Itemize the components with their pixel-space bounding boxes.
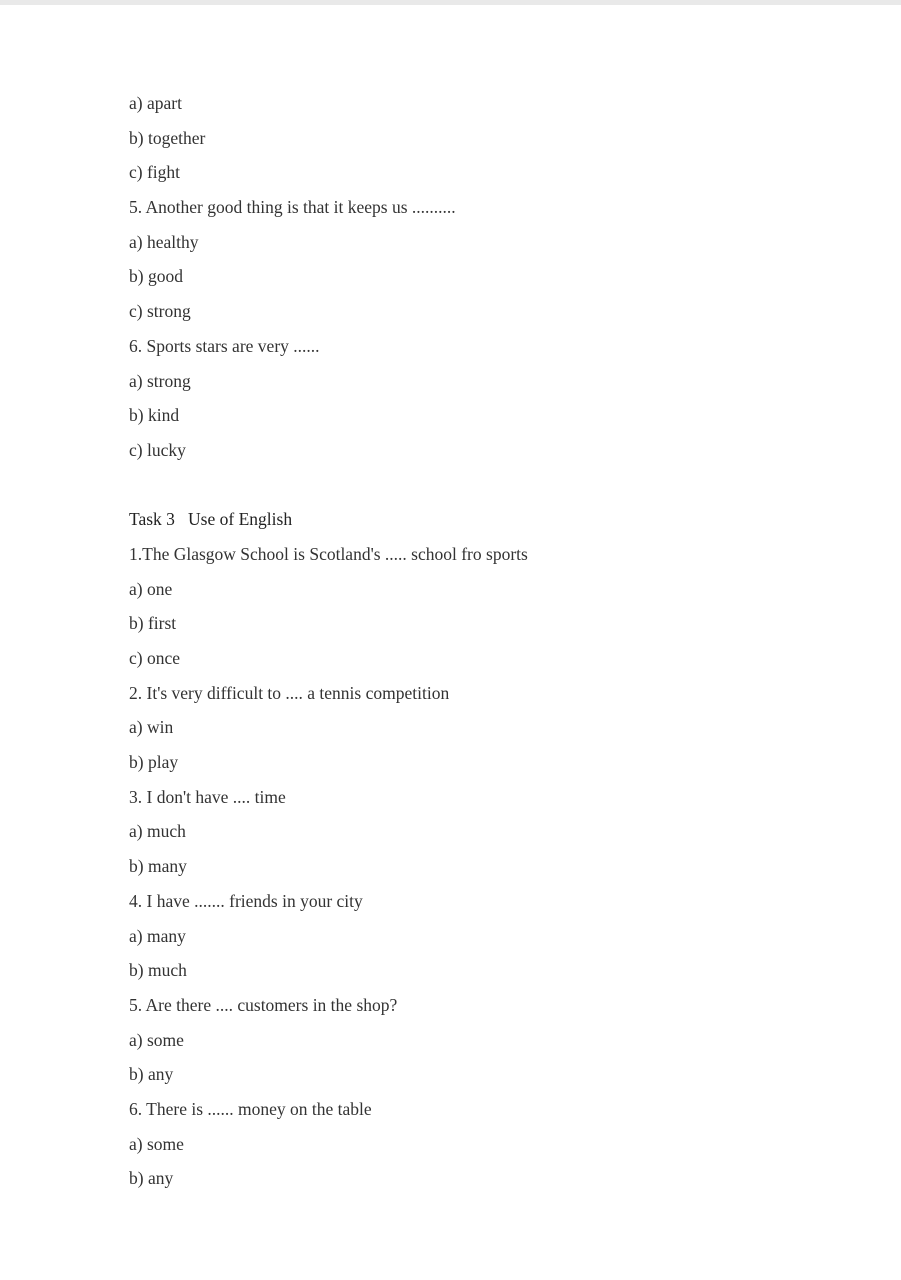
question-text: 2. It's very difficult to .... a tennis competition xyxy=(129,682,450,703)
answer-option: b) together xyxy=(129,127,206,148)
answer-option: b) any xyxy=(129,1064,174,1085)
question-text: 5. Are there .... customers in the shop? xyxy=(129,994,398,1015)
top-edge-bar xyxy=(0,0,901,5)
question-text: 6. Sports stars are very ...... xyxy=(129,335,320,356)
answer-option: b) play xyxy=(129,752,179,773)
answer-option: a) some xyxy=(129,1133,184,1154)
answer-option: c) lucky xyxy=(129,439,186,460)
answer-option: a) healthy xyxy=(129,231,199,252)
document-body xyxy=(129,86,829,1196)
answer-option: c) once xyxy=(129,648,181,668)
answer-option: a) many xyxy=(129,925,186,946)
answer-option: b) kind xyxy=(129,405,180,426)
question-text: 5. Another good thing is that it keeps us .......... xyxy=(129,197,456,218)
answer-option: a) much xyxy=(129,821,186,842)
question-text: 3. I don't have .... time xyxy=(129,786,286,807)
answer-option: a) one xyxy=(129,578,173,599)
question-text: 4. I have ....... friends in your city xyxy=(129,890,363,911)
answer-option: b) good xyxy=(129,266,183,287)
answer-option: c) fight xyxy=(129,162,181,183)
answer-option: b) much xyxy=(129,960,187,981)
answer-option: a) some xyxy=(129,1029,184,1050)
question-text: 6. There is ...... money on the table xyxy=(129,1098,372,1119)
question-text: 1.The Glasgow School is Scotland's ..... school fro sports xyxy=(129,543,528,564)
answer-option: b) first xyxy=(129,613,177,634)
answer-option: b) any xyxy=(129,1168,174,1189)
answer-option: c) strong xyxy=(129,301,191,322)
answer-option: b) many xyxy=(129,856,187,877)
answer-option: a) win xyxy=(129,717,174,738)
answer-option: a) apart xyxy=(129,93,182,113)
task-heading: Task 3 Use of English xyxy=(129,509,293,530)
answer-option: a) strong xyxy=(129,370,191,391)
section-spacer xyxy=(129,468,829,503)
